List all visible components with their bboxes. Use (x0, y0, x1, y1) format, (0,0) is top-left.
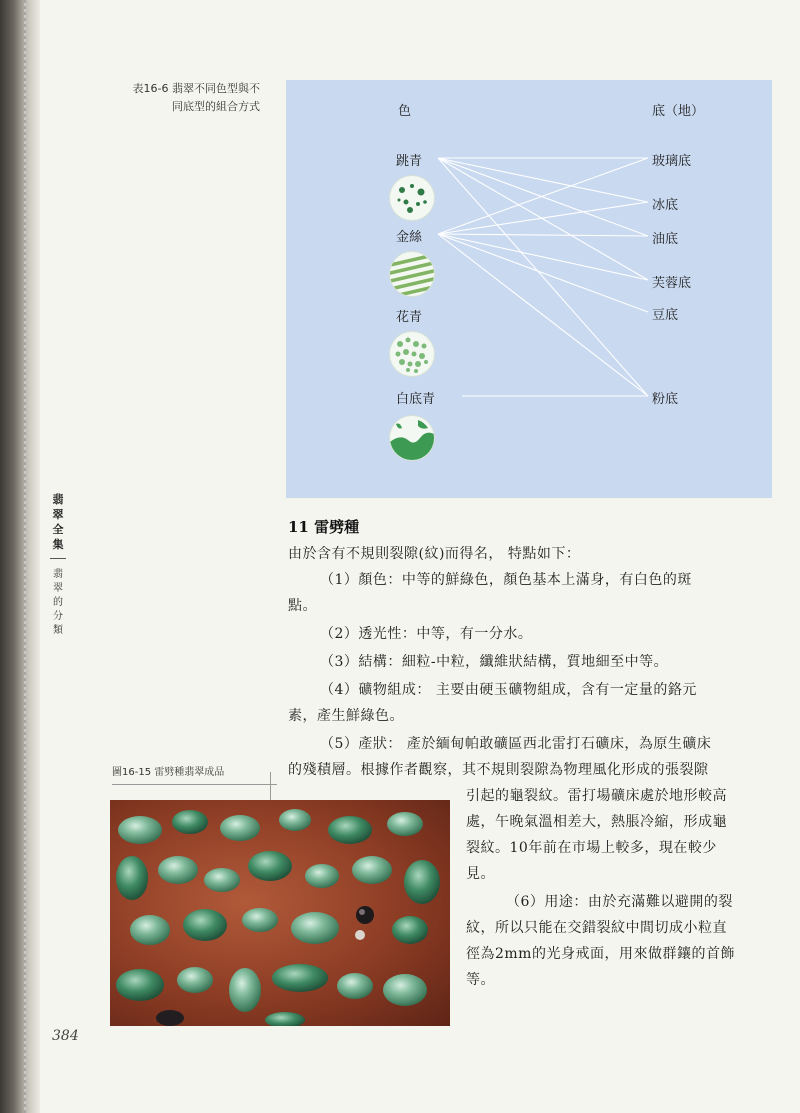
p5-line3: 引起的龜裂紋。雷打場礦床處於地形較高 (466, 788, 727, 804)
p2: （2）透光性：中等，有一分水。 (320, 626, 533, 642)
ground-type-4: 豆底 (652, 308, 679, 323)
line-tiaoqing-furong (438, 158, 648, 280)
ground-type-5: 粉底 (652, 392, 679, 407)
p5-line2: 的殘積層。根據作者觀察，其不規則裂隙為物理風化形成的張裂隙 (288, 762, 709, 778)
sidebar-sub-char: 類 (53, 625, 63, 636)
section-intro: 由於含有不規則裂隙(紋)而得名， 特點如下： (288, 546, 581, 562)
p6-line1: （6）用途：由於充滿難以避開的裂 (506, 894, 733, 910)
sidebar-sub-char: 翡 (53, 569, 63, 580)
p3: （3）結構：細粒-中粒，纖維狀結構，質地細至中等。 (320, 654, 669, 670)
book-spine-edge (0, 0, 40, 1113)
sidebar-title-char: 集 (52, 538, 64, 551)
p6-line4: 等。 (466, 972, 495, 988)
jinsi-swatch (390, 252, 434, 296)
sidebar-title-char: 全 (52, 523, 64, 536)
p6-line2: 紋，所以只能在交錯裂紋中間切成小粒直 (466, 920, 727, 936)
color-ground-diagram (286, 80, 772, 498)
right-header: 底（地） (652, 104, 705, 119)
sidebar-sub-char: 分 (53, 611, 63, 622)
sidebar-title-char: 翠 (52, 508, 64, 521)
left-header: 色 (398, 104, 412, 119)
p5-line4: 處，午晚氣溫相差大，熱脹冷縮，形成龜 (466, 814, 727, 830)
sidebar-book-title (48, 492, 68, 552)
sidebar-sub-char: 的 (53, 597, 63, 608)
baidiqing-swatch (390, 416, 434, 460)
section-heading: 11 雷劈種 (288, 518, 360, 536)
sidebar-divider (50, 558, 66, 559)
table-caption-line1: 表16-6 翡翠不同色型與不 (132, 82, 260, 95)
line-tiaoqing-bing (438, 158, 648, 202)
p5-line5: 裂紋。10年前在市場上較多，現在較少 (466, 840, 717, 856)
figure-caption-rule (270, 772, 271, 802)
huaqing-swatch (390, 332, 434, 376)
ground-type-1: 冰底 (652, 198, 679, 213)
p5-line6: 見。 (466, 866, 495, 882)
figure-caption: 圖16-15 雷劈種翡翠成品 (112, 764, 277, 785)
page-number: 384 (52, 1028, 79, 1044)
ground-type-2: 油底 (652, 232, 679, 247)
ground-type-0: 玻璃底 (652, 154, 692, 169)
sidebar-title-char: 翡 (52, 493, 64, 506)
jade-cabochons-photo (110, 800, 450, 1026)
p1-line2: 點。 (288, 598, 317, 614)
color-type-2: 花青 (396, 310, 423, 325)
tiaoqing-swatch (390, 176, 434, 220)
color-type-3: 白底青 (396, 392, 436, 407)
line-tiaoqing-fen (438, 158, 648, 396)
line-jinsi-bing (438, 202, 648, 234)
line-jinsi-you (438, 234, 648, 236)
ground-type-3: 芙蓉底 (652, 276, 692, 291)
cabochon-illustration (110, 800, 450, 1026)
p1-line1: （1）顏色：中等的鮮綠色，顏色基本上滿身，有白色的斑 (320, 572, 692, 588)
line-jinsi-fen (438, 234, 648, 396)
table-caption (112, 80, 260, 116)
table-caption-line2: 同底型的組合方式 (172, 100, 260, 113)
p4-line2: 素，產生鮮綠色。 (288, 708, 404, 724)
connection-lines (286, 80, 772, 498)
sidebar-sub-char: 翠 (53, 583, 63, 594)
p6-line3: 徑為2mm的光身戒面，用來做群鑲的首飾 (466, 946, 735, 962)
p4-line1: （4）礦物組成： 主要由硬玉礦物組成，含有一定量的鉻元 (320, 682, 697, 698)
color-type-1: 金絲 (396, 230, 423, 245)
color-type-0: 跳青 (396, 154, 423, 169)
p5-line1: （5）產狀： 產於緬甸帕敢礦區西北雷打石礦床，為原生礦床 (320, 736, 712, 752)
sidebar-chapter-title (48, 568, 68, 638)
